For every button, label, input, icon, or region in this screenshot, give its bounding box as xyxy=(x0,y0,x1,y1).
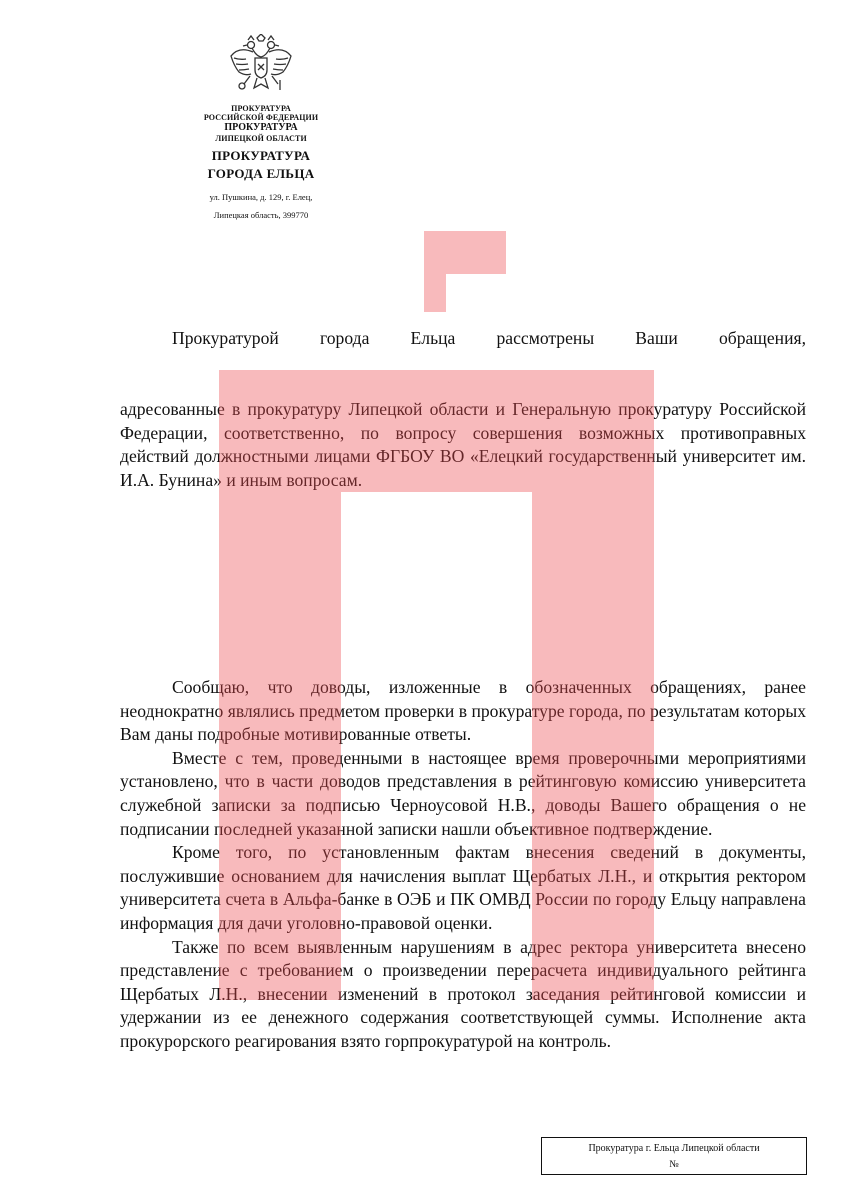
body-paragraph: Вместе с тем, проведенными в настоящее время проверочными мероприятиями установлено, что в части доводов представления в рейтинговую комиссию университета служебной записки за подписью Черноусовой Н.В., доводы Вашего обращения о не подписании последней указанной записки нашли объективное подтверждение. xyxy=(120,747,806,839)
double-headed-eagle-emblem-icon xyxy=(226,34,296,98)
opening-line-text: Прокуратурой города Ельца рассмотрены Ваши обращения, xyxy=(172,328,806,348)
letterhead-office-line: ПРОКУРАТУРА xyxy=(211,148,311,164)
letterhead-line: ПРОКУРАТУРА xyxy=(224,122,298,134)
body-paragraph: Сообщаю, что доводы, изложенные в обозначенных обращениях, ранее неоднократно являлись предметом проверки в прокуратуре города, по результатам которых Вам даны подробные мотивированные ответы. xyxy=(120,677,806,745)
letterhead-office-title xyxy=(180,147,342,183)
address-line: ул. Пушкина, д. 129, г. Елец, xyxy=(209,192,313,203)
letter-opening-continuation xyxy=(120,398,806,492)
letterhead-address xyxy=(180,189,342,225)
registration-stamp-box xyxy=(541,1137,807,1175)
letterhead-line: ПРОКУРАТУРА xyxy=(231,104,291,113)
letterhead xyxy=(180,34,342,225)
letterhead-line: РОССИЙСКОЙ ФЕДЕРАЦИИ xyxy=(203,113,319,123)
body-paragraph: Также по всем выявленным нарушениям в адрес ректора университета внесено представление с требованием о произведении перерасчета индивидуального рейтинга Щербатых Л.Н., внесении изменений в протокол заседания рейтинговой комиссии и удержании из ее денежного содержания соответствующей суммы. Исполнение акта прокурорского реагирования взято горпрокуратурой на контроль. xyxy=(120,936,806,1051)
address-line: Липецкая область, 399770 xyxy=(213,210,309,221)
registration-office: Прокуратура г. Ельца Липецкой области xyxy=(588,1143,760,1154)
registration-number-label: № xyxy=(669,1158,679,1170)
watermark-tab-stem xyxy=(424,274,446,312)
letterhead-line: ЛИПЕЦКОЙ ОБЛАСТИ xyxy=(215,133,307,143)
opening-continuation-text: адресованные в прокуратуру Липецкой области и Генеральную прокуратуру Российской Федерации, соответственно, по вопросу совершения возможных противоправных действий должностными лицами ФГБОУ ВО «Елецкий государственный университет им. И.А. Бунина» и иным вопросам. xyxy=(120,399,806,490)
letter-opening-line xyxy=(120,327,806,351)
body-paragraph: Кроме того, по установленным фактам внесения сведений в документы, послужившие основанием для начисления выплат Щербатых Л.Н., и открытия ректором университета счета в Альфа-банке в ОЭБ и ПК ОМВД России по городу Ельцу направлена информация для дачи уголовно-правовой оценки. xyxy=(120,842,806,933)
letter-main-body xyxy=(120,676,806,1054)
watermark-tab-top xyxy=(424,231,506,274)
letterhead-office-line: ГОРОДА ЕЛЬЦА xyxy=(207,166,315,182)
